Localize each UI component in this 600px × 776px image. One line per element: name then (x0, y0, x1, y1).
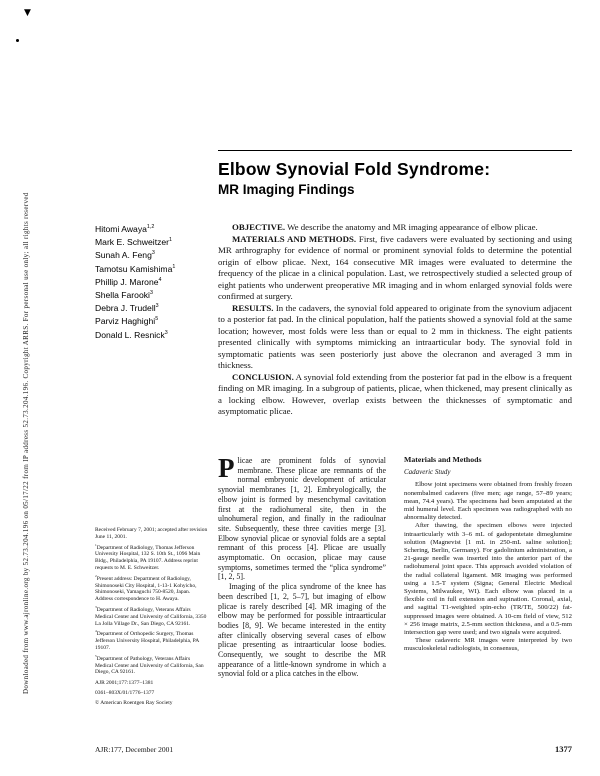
abstract-section-text: In the cadavers, the synovial fold appeared to originate from the synovium adjacent to a posterior fat pad. In the clinical population, half the patients showed a synovial fold at the same location; however, most folds were less than or equal to 2 mm in thickness. The eight patients presented clinically with symptoms mimicking an intraarticular body. The synovial fold in symptomatic patients was seen posteriorly just above the olecranon and averaged 3 mm in thickness. (218, 302, 572, 370)
abstract-conclusion (218, 372, 572, 418)
affiliation-sup: 4 (95, 629, 97, 634)
author-name: Debra J. Trudell (95, 303, 156, 314)
author-name: Shella Farooki (95, 290, 150, 301)
author-affiliation-sup: 1 (172, 263, 176, 270)
author-name: Tamotsu Kamishima (95, 263, 173, 274)
abstract-section-label: OBJECTIVE. (232, 222, 286, 232)
affiliation-sup: 5 (95, 653, 97, 658)
page-footer (95, 744, 572, 754)
affiliation-sup: 3 (95, 605, 97, 610)
affiliation-note (95, 607, 209, 627)
affiliation-text: Department of Orthopedic Surgery, Thomas Jefferson University Hospital, Philadelphia, PA 19107. (95, 631, 199, 651)
subsection-heading-cadaveric-study: Cadaveric Study (404, 468, 451, 477)
body-column-right (404, 456, 572, 654)
article-subtitle: MR Imaging Findings (218, 182, 355, 197)
author-row (95, 289, 215, 302)
abstract-section-text: First, five cadavers were evaluated by sectioning and using MR arthrography for evidence of normal or prominent synovial folds to determine the potential origin of elbow plicae. Next, 164 consecutive MR images were evaluated to determine the frequency of the plicae in a clinical population. Last, we retrospectively studied a selected group of eight patients who underwent preoperative MR imaging and in whom enlarged synovial folds were confirmed at surgery. (218, 233, 573, 301)
author-name: Mark E. Schweitzer (95, 237, 170, 248)
author-row (95, 329, 215, 342)
author-name: Hitomi Awaya (95, 224, 147, 234)
section-heading-materials-methods: Materials and Methods (404, 455, 482, 464)
abstract-section-label: CONCLUSION. (232, 371, 294, 382)
affiliation-text: Department of Pathology, Veterans Affairs Medical Center and University of California, San Diego, CA 92161. (95, 655, 204, 676)
author-row (95, 236, 215, 249)
author-affiliation-sup: 1 (169, 237, 172, 244)
title-block (218, 150, 572, 198)
affiliation-note (95, 542, 209, 572)
intro-paragraph-1 (218, 453, 386, 582)
issn-code: 0361–803X/01/1776–1377 (95, 689, 155, 696)
author-affiliation-sup: 1,2 (146, 224, 155, 231)
author-name: Phillip J. Marone (95, 276, 159, 287)
methods-paragraph-1: Elbow joint specimens were obtained from freshly frozen nonembalmed cadavers (five men; age range, 57–89 years; mean, 74.4 years). The specimens had been amputated at the mid humeral level. Each specimen was radiographed with no abnormality detected. (404, 481, 572, 522)
abstract-materials (218, 234, 572, 303)
author-affiliation-sup: 4 (158, 276, 162, 283)
title-rule (218, 150, 572, 151)
author-affiliation-sup: 3 (164, 329, 168, 336)
registration-mark-icon: ▼ (24, 8, 31, 18)
abstract-section-label: MATERIALS AND METHODS. (232, 233, 357, 244)
download-watermark: Downloaded from www.ajronline.org by 52.73.204.196 on 05/17/22 from IP address 52.73.204.196. Copyright ARRS. For personal use only; all rights reserved (22, 192, 30, 694)
abstract-results (218, 303, 572, 372)
author-row (95, 249, 215, 262)
author-name: Donald L. Resnick (95, 329, 165, 340)
author-row (95, 223, 215, 236)
article-title: Elbow Synovial Fold Syndrome: (218, 159, 491, 179)
intro-paragraph-2: Imaging of the plica syndrome of the knee has been described [1, 2, 5–7], but imaging of elbow plicae is rarely described [4]. MR imaging of the elbow may be performed for possible intraarticular bodies [8, 9]. We became interested in the entity after clinically observing several cases of elbow plicae presenting as intraarticular loose bodies. Consequently, we sought to describe the MR appearance of a little-known syndrome in which a synovial fold or a plica catches in the elbow. (218, 582, 386, 679)
author-affiliation-sup: 3 (151, 250, 155, 257)
affiliation-note (95, 573, 209, 603)
author-row (95, 315, 215, 328)
drop-cap: P (218, 453, 235, 483)
author-affiliation-sup: 3 (149, 290, 153, 297)
abstract-section-text: A synovial fold extending from the posterior fat pad in the elbow is a frequent finding on MR imaging. In a subgroup of patients, plicae, when thickened, may present clinically as a locking elbow. However, overlap exists between the thicknesses of symptomatic and asymptomatic plicae. (218, 371, 572, 416)
abstract-section-text: We describe the anatomy and MR imaging appearance of elbow plicae. (285, 222, 538, 232)
copyright-note: © American Roentgen Ray Society (95, 699, 173, 706)
affiliation-text: Department of Radiology, Veterans Affairs Medical Center and University of California, 3350 La Jolla Village Dr., San Diego, CA 92161. (95, 606, 207, 627)
author-affiliation-sup: 5 (155, 316, 159, 323)
footnotes (95, 527, 209, 710)
abstract-section-label: RESULTS. (232, 302, 274, 313)
abstract (218, 222, 572, 418)
author-affiliation-sup: 3 (155, 303, 159, 310)
affiliation-note (95, 631, 209, 651)
body-column-left (218, 453, 386, 679)
abstract-objective (218, 222, 572, 234)
footer-page-number: 1377 (555, 744, 572, 754)
intro-paragraph-1-text: licae are prominent folds of synovial membrane. These plicae are remnants of the normal embryonic development of articular synovial membranes [1, 2]. Embryologically, the elbow joint is formed by mesenchymal cavitation first at the radiohumeral site, then in the ulnohumeral region, and finally in the radioulnar site. Subsequently, these three cavities merge [3]. Elbow synovial plicae or synovial folds are a septal remnant of this process [4]. Plicae are usually asymptomatic. On occasion, plicae may cause symptoms, sometimes termed the “plica syndrome” [1, 2, 5]. (218, 456, 386, 582)
edge-dot-mark (16, 39, 19, 42)
journal-citation: AJR 2001;177:1377–1381 (95, 680, 154, 687)
author-name: Sunah A. Feng (95, 250, 152, 261)
affiliation-text: Department of Radiology, Thomas Jefferson University Hospital, 132 S. 10th St., 1096 Main Bldg., Philadelphia, PA 19107. Address reprint requests to M. E. Schweitzer. (95, 544, 201, 571)
affiliation-note (95, 653, 209, 676)
affiliation-sup: 2 (95, 573, 97, 578)
received-note: Received February 7, 2001; accepted after revision June 11, 2001. (95, 527, 208, 540)
author-row (95, 276, 215, 289)
footer-journal-date: AJR:177, December 2001 (95, 745, 174, 754)
methods-paragraph-2: After thawing, the specimen elbows were injected intraarticularly with 3–6 mL of gadopentetate dimeglumine solution (Magnevist [1 mL in 250-mL saline solution]; Schering, Berlin, Germany). For gadolinium administration, a 21-gauge needle was inserted into the anterior part of the radiohumeral joint space. This approach avoided violation of the radial collateral ligament. MR imaging was performed using a 1.5-T system (Signa; General Electric Medical Systems, Milwaukee, WI). Each elbow was placed in a flexible coil in full extension and supination. Coronal, axial, and sagittal T1-weighted spin-echo (TR/TE, 500/22) fat-suppressed images were obtained. A 10-cm field of view, 512 × 256 image matrix, 2.5-mm section thickness, and a 0.5-mm intersection gap were used; and two signals were acquired. (404, 522, 572, 637)
methods-paragraph-3: These cadaveric MR images were interpreted by two musculoskeletal radiologists, in consensus, (404, 637, 572, 653)
author-name: Parviz Haghighi (95, 316, 156, 327)
author-row (95, 263, 215, 276)
affiliation-text: Present address: Department of Radiology, Shimonoseki City Hospital, 1-13-1 Kohyicho, Shimonoseki, Yamaguchi 750-8520, Japan. Address correspondence to H. Awaya. (95, 575, 197, 603)
affiliation-sup: 1 (95, 542, 97, 547)
author-row (95, 302, 215, 315)
author-list (95, 223, 215, 342)
